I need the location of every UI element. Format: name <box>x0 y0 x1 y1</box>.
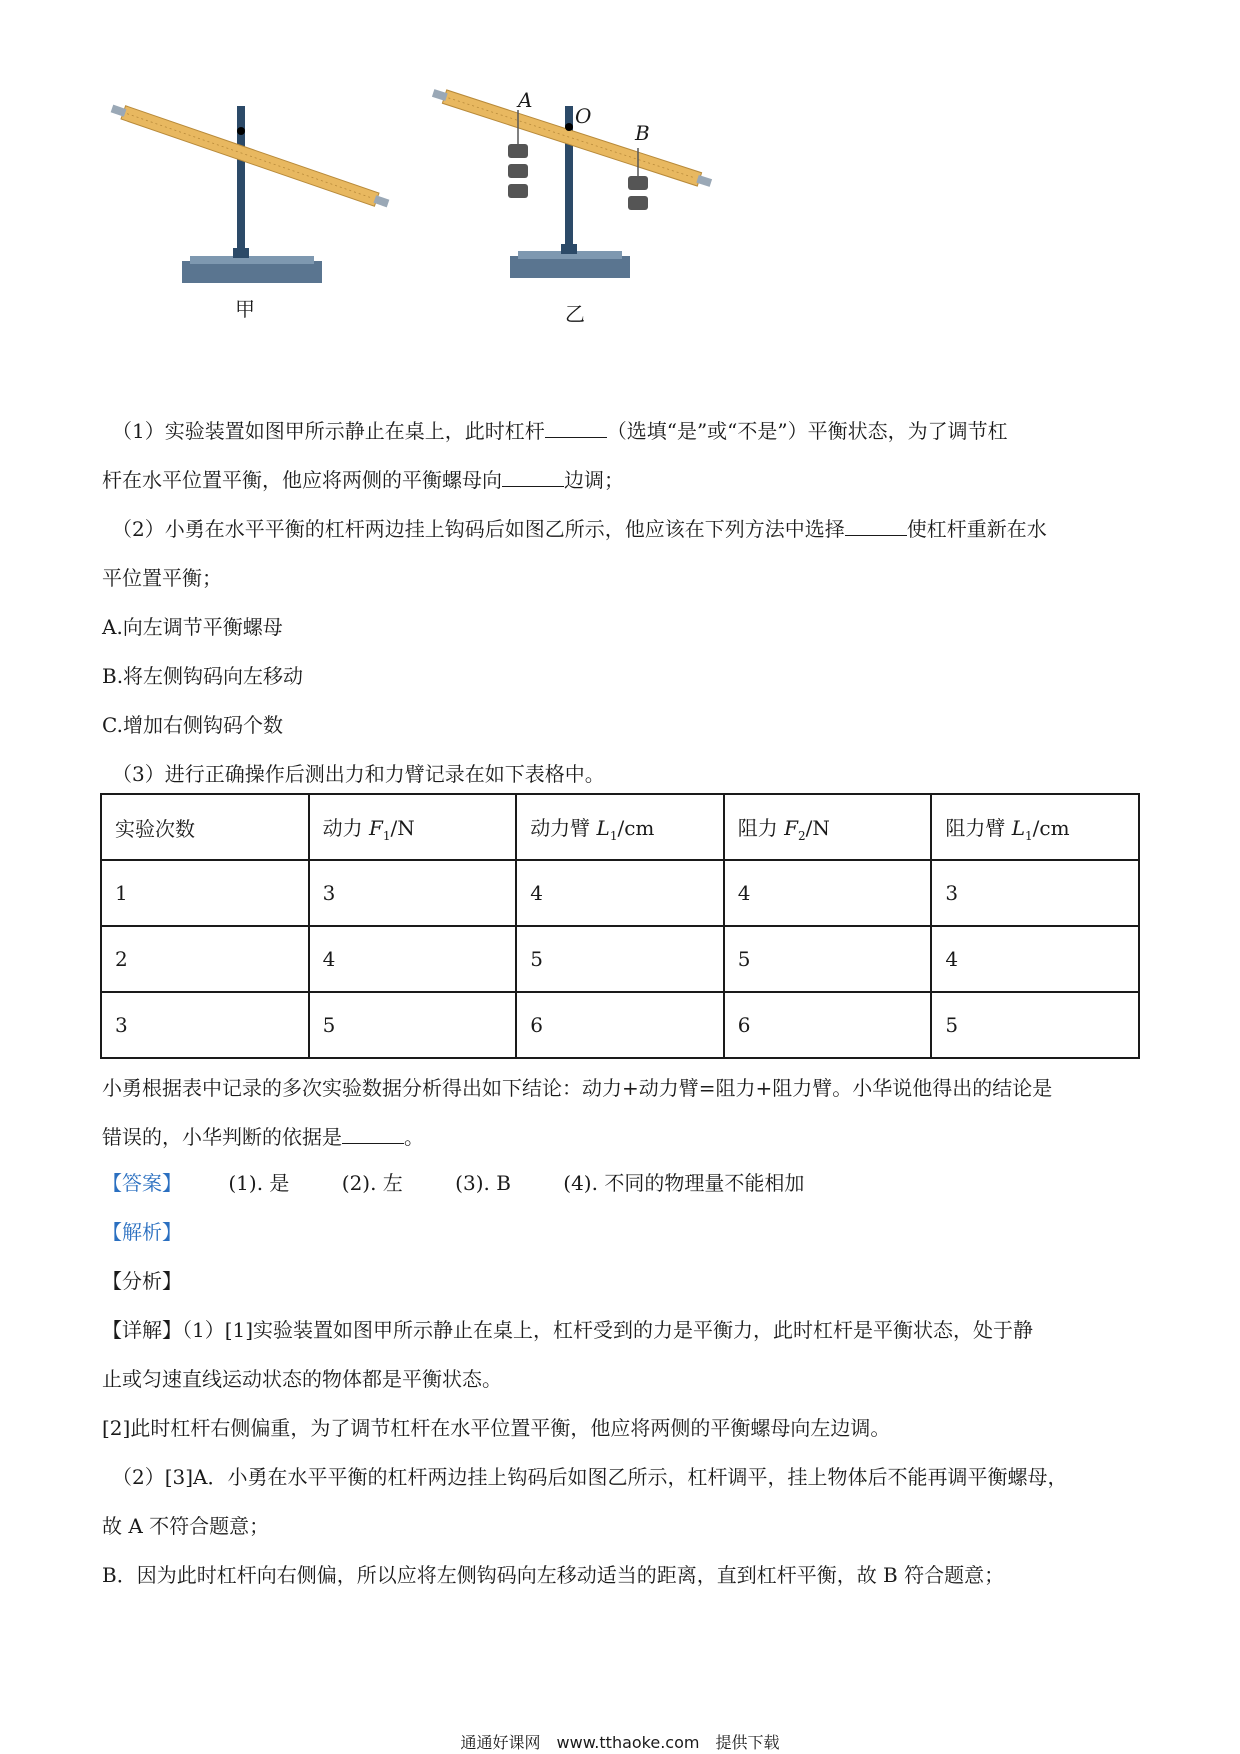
conclusion-line-2: 错误的，小华判断的依据是 。 <box>102 1125 424 1149</box>
table-cell: 3 <box>931 860 1139 926</box>
header-cell: 阻力 $F_2/N$ <box>724 794 932 860</box>
table-row <box>101 926 1139 992</box>
figure-label-jia: 甲 <box>235 297 255 321</box>
lever-figure-jia <box>100 78 400 318</box>
header-cell: 动力 $F_1/N$ <box>309 794 517 860</box>
table-cell: 1 <box>101 860 309 926</box>
table-cell: 4 <box>931 926 1139 992</box>
table-cell: 6 <box>724 992 932 1058</box>
answer-row <box>102 1170 804 1196</box>
table-cell: 2 <box>101 926 309 992</box>
question-2-line-1: （2）小勇在水平平衡的杠杆两边挂上钩码后如图乙所示，他应该在下列方法中选择 使杠杆重新在水 <box>112 517 1047 541</box>
table-cell: 3 <box>309 860 517 926</box>
header-cell: 动力臂 $L_1/cm$ <box>516 794 724 860</box>
detail-line-2: 止或匀速直线运动状态的物体都是平衡状态。 <box>102 1367 502 1391</box>
question-3: （3）进行正确操作后测出力和力臂记录在如下表格中。 <box>112 762 605 786</box>
table-cell: 3 <box>101 992 309 1058</box>
answer-blank-3 <box>845 517 907 536</box>
table-row <box>101 860 1139 926</box>
lever-figures <box>100 78 820 368</box>
answer-item-2: (2). 左 <box>341 1171 403 1195</box>
table-row <box>101 992 1139 1058</box>
answer-item-4: (4). 不同的物理量不能相加 <box>563 1171 805 1195</box>
point-o-label: O <box>575 104 592 128</box>
table-header-row <box>101 794 1139 860</box>
option-b: B.将左侧钩码向左移动 <box>102 664 304 688</box>
answer-tag: 【答案】 <box>102 1171 182 1195</box>
detail-line-3: [2]此时杠杆右侧偏重，为了调节杠杆在水平位置平衡，他应将两侧的平衡螺母向左边调。 <box>102 1416 891 1440</box>
option-a: A.向左调节平衡螺母 <box>102 615 283 639</box>
jiexi-tag: 【解析】 <box>102 1220 182 1244</box>
detail-line-1: 【详解】（1）[1]实验装置如图甲所示静止在桌上，杠杆受到的力是平衡力，此时杠杆是平衡状态，处于静 <box>102 1318 1034 1342</box>
table-cell: 5 <box>309 992 517 1058</box>
table-cell: 4 <box>516 860 724 926</box>
table-cell: 4 <box>309 926 517 992</box>
fenxi-tag: 【分析】 <box>102 1269 182 1293</box>
detail-line-6: B．因为此时杠杆向右侧偏，所以应将左侧钩码向左移动适当的距离，直到杠杆平衡，故 B 符合题意； <box>102 1563 1005 1587</box>
table-cell: 6 <box>516 992 724 1058</box>
answer-blank-1 <box>545 419 607 438</box>
page-footer: 通通好课网 www.tthaoke.com 提供下载 <box>460 1733 780 1752</box>
table-cell: 5 <box>516 926 724 992</box>
option-c: C.增加右侧钩码个数 <box>102 713 283 737</box>
answer-item-3: (3). B <box>455 1171 511 1195</box>
table-cell: 4 <box>724 860 932 926</box>
figure-label-yi: 乙 <box>565 302 585 326</box>
answer-blank-2 <box>502 468 564 487</box>
header-cell: 阻力臂 $L_1/cm$ <box>931 794 1139 860</box>
answer-blank-4 <box>342 1125 404 1144</box>
question-1-line-1: （1）实验装置如图甲所示静止在桌上，此时杠杆 （选填“是”或“不是”）平衡状态，为了调节杠 <box>112 419 1008 443</box>
conclusion-line-1: 小勇根据表中记录的多次实验数据分析得出如下结论：动力+动力臂=阻力+阻力臂。小华说他得出的结论是 <box>102 1076 1053 1100</box>
point-b-label: B <box>635 121 650 145</box>
detail-line-5: 故 A 不符合题意； <box>102 1514 270 1538</box>
question-1-line-2: 杆在水平位置平衡，他应将两侧的平衡螺母向 边调； <box>102 468 624 492</box>
question-2-line-2: 平位置平衡； <box>102 566 222 590</box>
table-cell: 5 <box>931 992 1139 1058</box>
point-a-label: A <box>518 88 533 112</box>
header-cell: 实验次数 <box>101 794 309 860</box>
lever-figure-yi <box>422 78 722 318</box>
answer-item-1: (1). 是 <box>228 1171 290 1195</box>
table-cell: 5 <box>724 926 932 992</box>
detail-line-4: （2）[3]A．小勇在水平平衡的杠杆两边挂上钩码后如图乙所示，杠杆调平，挂上物体后不能再调平衡螺母， <box>112 1465 1068 1489</box>
experiment-table <box>100 793 1140 1059</box>
